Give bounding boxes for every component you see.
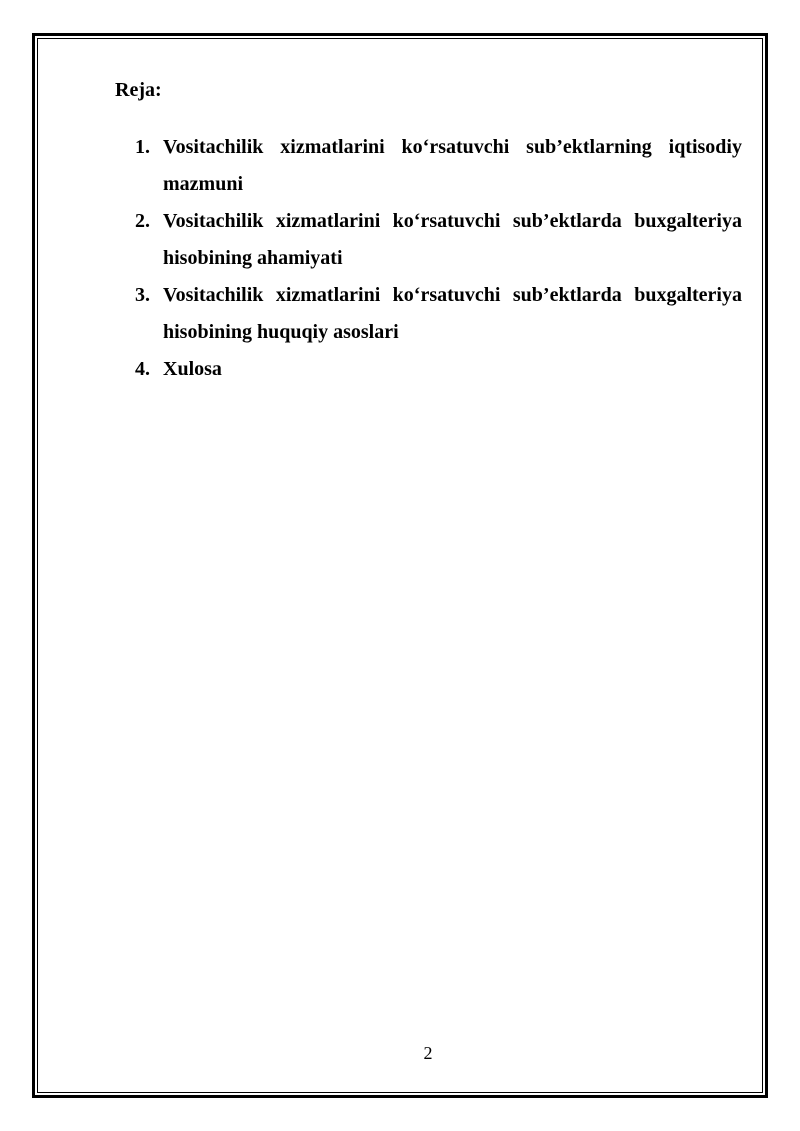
plan-item-1 [135, 129, 742, 203]
plan-item-4 [135, 351, 742, 388]
plan-item-number: 1. [135, 136, 150, 158]
plan-item-text: Vositachilik xizmatlarini ko‘rsatuvchi sub’ektlarda buxgalteriya hisobining huquqiy asoslari [163, 284, 742, 343]
plan-item-text: Vositachilik xizmatlarini ko‘rsatuvchi sub’ektlarda buxgalteriya hisobining ahamiyati [163, 210, 742, 269]
plan-item-text: Xulosa [163, 358, 222, 380]
plan-item-number: 3. [135, 284, 150, 306]
plan-item-2 [135, 203, 742, 277]
page-number: 2 [423, 1043, 433, 1063]
plan-heading: Reja: [115, 79, 162, 101]
plan-item-number: 2. [135, 210, 150, 232]
plan-item-text: Vositachilik xizmatlarini ko‘rsatuvchi sub’ektlarning iqtisodiy mazmuni [163, 136, 742, 195]
plan-item-number: 4. [135, 358, 150, 380]
plan-item-3 [135, 277, 742, 351]
plan-list [135, 129, 742, 388]
